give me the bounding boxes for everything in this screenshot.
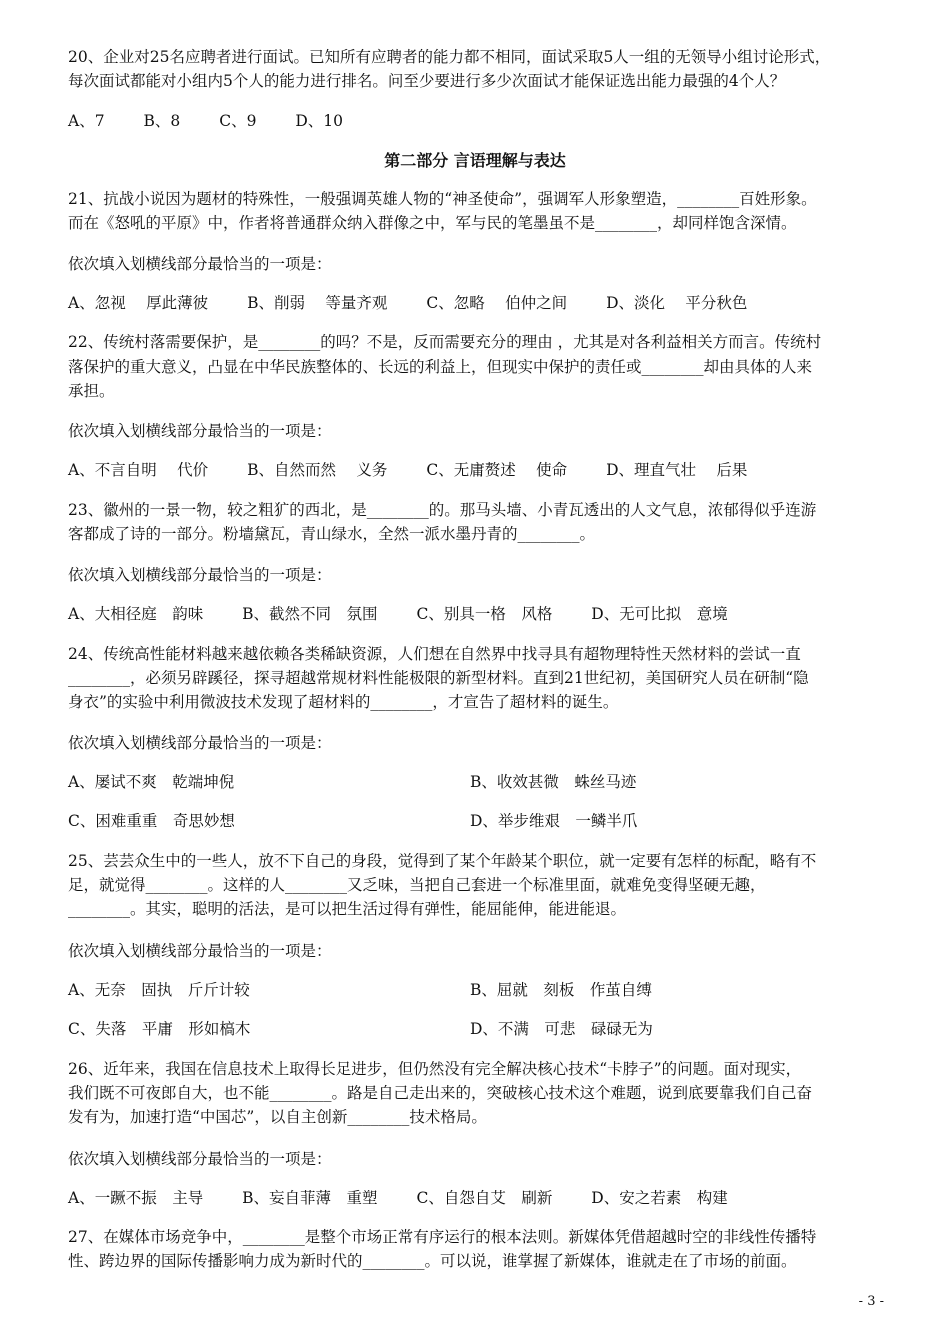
q20-line-2: 每次面试都能对小组内5个人的能力进行排名。问至少要进行多少次面试才能保证选出能力最强的4个人？ [68,72,786,90]
q27-line-2: 性、跨边界的国际传播影响力成为新时代的________。可以说，谁掌握了新媒体，谁就走在了市场的前面。 [68,1252,797,1270]
q26-option-c: C、自怨自艾 刷新 [416,1189,553,1207]
q26-line-1: 26、近年来，我国在信息技术上取得长足进步，但仍然没有完全解决核心技术“卡脖子”的问题。面对现实， [68,1060,802,1078]
q23-prompt: 依次填入划横线部分最恰当的一项是： [68,566,332,584]
q20-option-b: B、8 [143,112,181,130]
q20-option-c: C、9 [219,112,257,130]
q23-option-c: C、别具一格 风格 [416,605,553,623]
q20-options [68,110,882,132]
q22-option-b: B、自然而然 义务 [247,461,388,479]
q22-option-a: A、不言自明 代价 [68,461,209,479]
q26-line-2: 我们既不可夜郎自大，也不能________。路是自己走出来的，突破核心技术这个难题，说到底要靠我们自己奋 [68,1084,813,1102]
q25-prompt: 依次填入划横线部分最恰当的一项是： [68,942,332,960]
section-title: 第二部分 言语理解与表达 [384,151,566,170]
q24-option-b: B、收效甚微 蛛丝马迹 [470,773,637,791]
q21-line-1: 21、抗战小说因为题材的特殊性，一般强调英雄人物的“神圣使命”，强调军人形象塑造，________百姓形象。 [68,190,817,208]
q23-option-b: B、截然不同 氛围 [242,605,378,623]
q23-option-d: D、无可比拟 意境 [591,605,728,623]
q21-option-a: A、忽视 厚此薄彼 [68,294,209,312]
q26-prompt: 依次填入划横线部分最恰当的一项是： [68,1150,332,1168]
q20-option-a: A、7 [68,112,105,130]
q24-line-2: ________，必须另辟蹊径，探寻超越常规材料性能极限的新型材料。直到21世纪初，美国研究人员在研制“隐 [68,669,809,687]
q25-option-d: D、不满 可悲 碌碌无为 [470,1020,653,1038]
q26-options [68,1187,882,1209]
q21-line-2: 而在《怒吼的平原》中，作者将普通群众纳入群像之中，军与民的笔墨虽不是________，却同样饱含深情。 [68,214,797,232]
q27-line-1: 27、在媒体市场竞争中，________是整个市场正常有序运行的根本法则。新媒体凭借超越时空的非线性传播特 [68,1228,817,1246]
q23-line-2: 客都成了诗的一部分。粉墙黛瓦，青山绿水，全然一派水墨丹青的________。 [68,525,596,543]
q25-option-a: A、无奈 固执 斤斤计较 [68,981,250,999]
q24-prompt: 依次填入划横线部分最恰当的一项是： [68,734,332,752]
q25-line-1: 25、芸芸众生中的一些人，放不下自己的身段，觉得到了某个年龄某个职位，就一定要有怎样的标配，略有不 [68,852,817,870]
q25-line-3: ________。其实，聪明的活法，是可以把生活过得有弹性，能屈能伸，能进能退。 [68,900,627,918]
q26-option-d: D、安之若素 构建 [591,1189,728,1207]
q24-option-c: C、困难重重 奇思妙想 [68,812,235,830]
q23-option-a: A、大相径庭 韵味 [68,605,204,623]
q24-option-d: D、举步维艰 一鳞半爪 [470,812,638,830]
q21-option-b: B、削弱 等量齐观 [247,294,388,312]
q21-prompt: 依次填入划横线部分最恰当的一项是： [68,255,332,273]
q25-line-2: 足，就觉得________。这样的人________又乏味，当把自己套进一个标准里面，就难免变得坚硬无趣， [68,876,766,894]
q22-options [68,459,882,481]
q24-option-a: A、屡试不爽 乾端坤倪 [68,773,235,791]
q23-line-1: 23、徽州的一景一物，较之粗犷的西北，是________的。那马头墙、小青瓦透出的人文气息，浓郁得似乎连游 [68,501,817,519]
q25-option-c: C、失落 平庸 形如槁木 [68,1020,251,1038]
q22-option-c: C、无庸赘述 使命 [426,461,568,479]
q25-option-b: B、屈就 刻板 作茧自缚 [470,981,652,999]
q20-line-1: 20、企业对25名应聘者进行面试。已知所有应聘者的能力都不相同，面试采取5人一组的无领导小组讨论形式， [68,48,831,66]
q24-line-3: 身衣”的实验中利用微波技术发现了超材料的________，才宣告了超材料的诞生。 [68,693,619,711]
q22-option-d: D、理直气壮 后果 [606,461,748,479]
q22-prompt: 依次填入划横线部分最恰当的一项是： [68,422,332,440]
q21-options [68,292,882,314]
q22-line-1: 22、传统村落需要保护，是________的吗？不是，反而需要充分的理由 ，尤其是对各利益相关方而言。传统村 [68,333,822,351]
q22-line-3: 承担。 [68,382,115,400]
q21-option-d: D、淡化 平分秋色 [606,294,748,312]
page-number: - 3 - [858,1294,884,1309]
q26-option-a: A、一蹶不振 主导 [68,1189,204,1207]
q22-line-2: 落保护的重大意义，凸显在中华民族整体的、长远的利益上，但现实中保护的责任或________却由具体的人来 [68,358,813,376]
q23-options [68,603,882,625]
q26-line-3: 发有为，加速打造“中国芯”，以自主创新________技术格局。 [68,1108,487,1126]
q24-line-1: 24、传统高性能材料越来越依赖各类稀缺资源，人们想在自然界中找寻具有超物理特性天然材料的尝试一直 [68,645,801,663]
q21-option-c: C、忽略 伯仲之间 [426,294,568,312]
q20-option-d: D、10 [295,112,344,130]
q26-option-b: B、妄自菲薄 重塑 [242,1189,378,1207]
